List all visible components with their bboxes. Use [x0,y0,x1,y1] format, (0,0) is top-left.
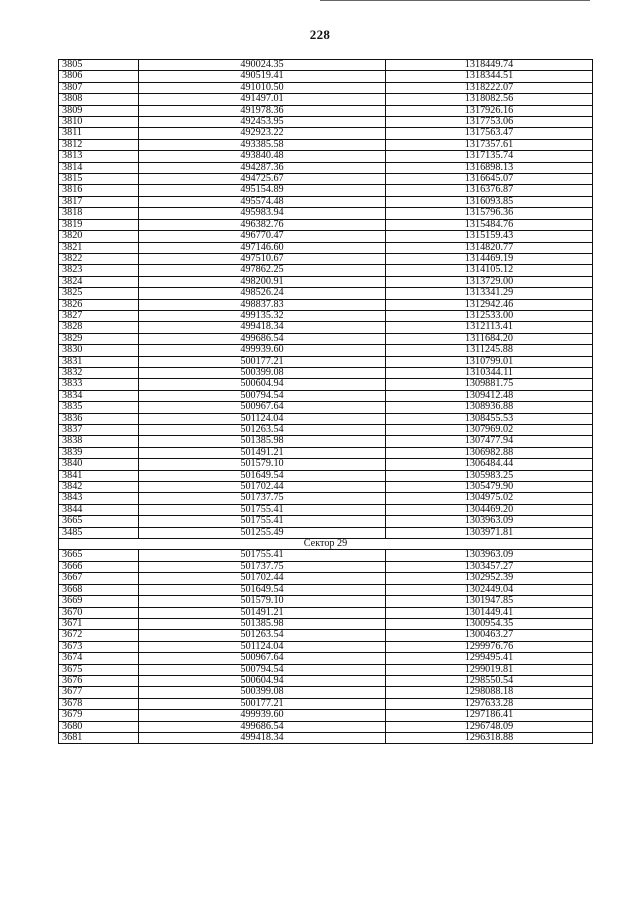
x-coordinate-cell: 498526.24 [139,288,386,299]
y-coordinate-cell: 1297186.41 [386,710,593,721]
point-number-cell: 3813 [59,151,139,162]
table-row [59,162,593,173]
point-number-cell: 3842 [59,482,139,493]
y-coordinate-cell: 1310344.11 [386,367,593,378]
table-row [59,447,593,458]
point-number-cell: 3835 [59,402,139,413]
point-number-cell: 3665 [59,516,139,527]
point-number-cell: 3810 [59,117,139,128]
point-number-cell: 3823 [59,265,139,276]
table-row [59,573,593,584]
x-coordinate-cell: 499686.54 [139,333,386,344]
point-number-cell: 3832 [59,367,139,378]
y-coordinate-cell: 1314820.77 [386,242,593,253]
x-coordinate-cell: 501755.41 [139,550,386,561]
table-row [59,721,593,732]
x-coordinate-cell: 501579.10 [139,459,386,470]
point-number-cell: 3811 [59,128,139,139]
x-coordinate-cell: 500604.94 [139,675,386,686]
y-coordinate-cell: 1301947.85 [386,596,593,607]
x-coordinate-cell: 497510.67 [139,253,386,264]
table-row [59,310,593,321]
point-number-cell: 3671 [59,618,139,629]
point-number-cell: 3807 [59,82,139,93]
x-coordinate-cell: 499418.34 [139,732,386,743]
point-number-cell: 3667 [59,573,139,584]
y-coordinate-cell: 1311245.88 [386,345,593,356]
point-number-cell: 3837 [59,425,139,436]
point-number-cell: 3808 [59,94,139,105]
y-coordinate-cell: 1318222.07 [386,82,593,93]
x-coordinate-cell: 499686.54 [139,721,386,732]
table-row [59,664,593,675]
table-row [59,299,593,310]
y-coordinate-cell: 1300954.35 [386,618,593,629]
point-number-cell: 3806 [59,71,139,82]
table-row [59,333,593,344]
sector-header-group [59,539,593,550]
x-coordinate-cell: 497862.25 [139,265,386,276]
x-coordinate-cell: 500794.54 [139,664,386,675]
point-number-cell: 3833 [59,379,139,390]
point-number-cell: 3831 [59,356,139,367]
y-coordinate-cell: 1306982.88 [386,447,593,458]
y-coordinate-cell: 1309881.75 [386,379,593,390]
y-coordinate-cell: 1315796.36 [386,208,593,219]
x-coordinate-cell: 500399.08 [139,687,386,698]
y-coordinate-cell: 1316093.85 [386,196,593,207]
x-coordinate-cell: 491010.50 [139,82,386,93]
point-number-cell: 3843 [59,493,139,504]
table-row [59,687,593,698]
y-coordinate-cell: 1312942.46 [386,299,593,310]
table-row [59,641,593,652]
point-number-cell: 3676 [59,675,139,686]
x-coordinate-cell: 500399.08 [139,367,386,378]
point-number-cell: 3819 [59,219,139,230]
table-row [59,436,593,447]
point-number-cell: 3678 [59,698,139,709]
table-row [59,151,593,162]
point-number-cell: 3666 [59,561,139,572]
x-coordinate-cell: 500967.64 [139,653,386,664]
y-coordinate-cell: 1298550.54 [386,675,593,686]
coordinate-table [58,59,593,744]
point-number-cell: 3816 [59,185,139,196]
x-coordinate-cell: 501737.75 [139,561,386,572]
point-number-cell: 3672 [59,630,139,641]
point-number-cell: 3836 [59,413,139,424]
coordinate-rows-before-sector [59,60,593,539]
x-coordinate-cell: 495574.48 [139,196,386,207]
x-coordinate-cell: 496382.76 [139,219,386,230]
y-coordinate-cell: 1318344.51 [386,71,593,82]
table-row [59,128,593,139]
x-coordinate-cell: 491497.01 [139,94,386,105]
point-number-cell: 3669 [59,596,139,607]
table-row [59,231,593,242]
x-coordinate-cell: 501649.54 [139,470,386,481]
sector-header-row [59,539,593,550]
table-row [59,390,593,401]
point-number-cell: 3668 [59,584,139,595]
x-coordinate-cell: 493385.58 [139,139,386,150]
table-row [59,653,593,664]
page-number: 228 [309,27,331,42]
table-row [59,584,593,595]
table-row [59,379,593,390]
point-number-cell: 3677 [59,687,139,698]
y-coordinate-cell: 1303963.09 [386,550,593,561]
x-coordinate-cell: 501649.54 [139,584,386,595]
x-coordinate-cell: 500177.21 [139,698,386,709]
table-row [59,174,593,185]
x-coordinate-cell: 501255.49 [139,527,386,538]
table-row [59,242,593,253]
point-number-cell: 3670 [59,607,139,618]
x-coordinate-cell: 501385.98 [139,436,386,447]
y-coordinate-cell: 1317926.16 [386,105,593,116]
point-number-cell: 3814 [59,162,139,173]
y-coordinate-cell: 1299495.41 [386,653,593,664]
table-row [59,710,593,721]
y-coordinate-cell: 1302952.39 [386,573,593,584]
table-row [59,561,593,572]
x-coordinate-cell: 493840.48 [139,151,386,162]
table-row [59,470,593,481]
point-number-cell: 3665 [59,550,139,561]
y-coordinate-cell: 1310799.01 [386,356,593,367]
x-coordinate-cell: 501755.41 [139,516,386,527]
y-coordinate-cell: 1305983.25 [386,470,593,481]
point-number-cell: 3809 [59,105,139,116]
point-number-cell: 3485 [59,527,139,538]
point-number-cell: 3840 [59,459,139,470]
y-coordinate-cell: 1316376.87 [386,185,593,196]
y-coordinate-cell: 1307477.94 [386,436,593,447]
x-coordinate-cell: 501491.21 [139,607,386,618]
x-coordinate-cell: 499939.60 [139,710,386,721]
y-coordinate-cell: 1308936.88 [386,402,593,413]
y-coordinate-cell: 1299976.76 [386,641,593,652]
point-number-cell: 3841 [59,470,139,481]
y-coordinate-cell: 1300463.27 [386,630,593,641]
x-coordinate-cell: 501702.44 [139,482,386,493]
x-coordinate-cell: 499135.32 [139,310,386,321]
table-row [59,276,593,287]
x-coordinate-cell: 501263.54 [139,630,386,641]
table-row [59,482,593,493]
table-row [59,425,593,436]
table-row [59,71,593,82]
y-coordinate-cell: 1302449.04 [386,584,593,595]
y-coordinate-cell: 1308455.53 [386,413,593,424]
coordinate-rows-sector-29 [59,550,593,744]
sector-label: Сектор 29 [59,539,593,550]
x-coordinate-cell: 495154.89 [139,185,386,196]
y-coordinate-cell: 1309412.48 [386,390,593,401]
y-coordinate-cell: 1314469.19 [386,253,593,264]
x-coordinate-cell: 500177.21 [139,356,386,367]
x-coordinate-cell: 498200.91 [139,276,386,287]
table-row [59,607,593,618]
y-coordinate-cell: 1303457.27 [386,561,593,572]
y-coordinate-cell: 1305479.90 [386,482,593,493]
x-coordinate-cell: 501124.04 [139,641,386,652]
table-row [59,550,593,561]
y-coordinate-cell: 1296318.88 [386,732,593,743]
scan-edge-line [320,0,590,1]
point-number-cell: 3838 [59,436,139,447]
point-number-cell: 3680 [59,721,139,732]
y-coordinate-cell: 1316898.13 [386,162,593,173]
point-number-cell: 3681 [59,732,139,743]
table-row [59,459,593,470]
y-coordinate-cell: 1315159.43 [386,231,593,242]
x-coordinate-cell: 501737.75 [139,493,386,504]
table-row [59,208,593,219]
point-number-cell: 3679 [59,710,139,721]
point-number-cell: 3820 [59,231,139,242]
x-coordinate-cell: 494287.36 [139,162,386,173]
y-coordinate-cell: 1298088.18 [386,687,593,698]
point-number-cell: 3812 [59,139,139,150]
x-coordinate-cell: 492453.95 [139,117,386,128]
x-coordinate-cell: 499939.60 [139,345,386,356]
table-row [59,527,593,538]
table-row [59,367,593,378]
y-coordinate-cell: 1317135.74 [386,151,593,162]
y-coordinate-cell: 1296748.09 [386,721,593,732]
table-row [59,196,593,207]
y-coordinate-cell: 1317753.06 [386,117,593,128]
x-coordinate-cell: 501579.10 [139,596,386,607]
y-coordinate-cell: 1312113.41 [386,322,593,333]
x-coordinate-cell: 492923.22 [139,128,386,139]
point-number-cell: 3829 [59,333,139,344]
x-coordinate-cell: 501385.98 [139,618,386,629]
table-row [59,413,593,424]
x-coordinate-cell: 496770.47 [139,231,386,242]
x-coordinate-cell: 494725.67 [139,174,386,185]
point-number-cell: 3827 [59,310,139,321]
table-row [59,618,593,629]
y-coordinate-cell: 1297633.28 [386,698,593,709]
point-number-cell: 3821 [59,242,139,253]
point-number-cell: 3817 [59,196,139,207]
table-row [59,219,593,230]
table-row [59,356,593,367]
table-row [59,60,593,71]
table-row [59,596,593,607]
point-number-cell: 3815 [59,174,139,185]
x-coordinate-cell: 501263.54 [139,425,386,436]
table-row [59,253,593,264]
point-number-cell: 3824 [59,276,139,287]
point-number-cell: 3826 [59,299,139,310]
point-number-cell: 3825 [59,288,139,299]
table-row [59,265,593,276]
x-coordinate-cell: 490519.41 [139,71,386,82]
y-coordinate-cell: 1306484.44 [386,459,593,470]
y-coordinate-cell: 1317357.61 [386,139,593,150]
x-coordinate-cell: 500967.64 [139,402,386,413]
x-coordinate-cell: 499418.34 [139,322,386,333]
point-number-cell: 3673 [59,641,139,652]
table-row [59,493,593,504]
table-row [59,117,593,128]
point-number-cell: 3675 [59,664,139,675]
y-coordinate-cell: 1318082.56 [386,94,593,105]
point-number-cell: 3844 [59,504,139,515]
y-coordinate-cell: 1303971.81 [386,527,593,538]
y-coordinate-cell: 1318449.74 [386,60,593,71]
table-row [59,630,593,641]
x-coordinate-cell: 497146.60 [139,242,386,253]
point-number-cell: 3834 [59,390,139,401]
point-number-cell: 3839 [59,447,139,458]
y-coordinate-cell: 1307969.02 [386,425,593,436]
x-coordinate-cell: 500604.94 [139,379,386,390]
x-coordinate-cell: 501702.44 [139,573,386,584]
table-row [59,698,593,709]
y-coordinate-cell: 1312533.00 [386,310,593,321]
y-coordinate-cell: 1313341.29 [386,288,593,299]
point-number-cell: 3828 [59,322,139,333]
table-row [59,105,593,116]
y-coordinate-cell: 1299019.81 [386,664,593,675]
table-row [59,288,593,299]
table-row [59,94,593,105]
point-number-cell: 3818 [59,208,139,219]
x-coordinate-cell: 501491.21 [139,447,386,458]
x-coordinate-cell: 500794.54 [139,390,386,401]
y-coordinate-cell: 1301449.41 [386,607,593,618]
x-coordinate-cell: 495983.94 [139,208,386,219]
y-coordinate-cell: 1303963.09 [386,516,593,527]
y-coordinate-cell: 1304975.02 [386,493,593,504]
table-row [59,139,593,150]
point-number-cell: 3830 [59,345,139,356]
y-coordinate-cell: 1313729.00 [386,276,593,287]
x-coordinate-cell: 501755.41 [139,504,386,515]
table-row [59,402,593,413]
x-coordinate-cell: 501124.04 [139,413,386,424]
table-row [59,322,593,333]
y-coordinate-cell: 1314105.12 [386,265,593,276]
point-number-cell: 3674 [59,653,139,664]
table-row [59,732,593,743]
y-coordinate-cell: 1316645.07 [386,174,593,185]
y-coordinate-cell: 1311684.20 [386,333,593,344]
x-coordinate-cell: 491978.36 [139,105,386,116]
y-coordinate-cell: 1315484.76 [386,219,593,230]
table-row [59,504,593,515]
table-row [59,675,593,686]
point-number-cell: 3822 [59,253,139,264]
table-row [59,516,593,527]
x-coordinate-cell: 498837.83 [139,299,386,310]
y-coordinate-cell: 1317563.47 [386,128,593,139]
x-coordinate-cell: 490024.35 [139,60,386,71]
table-row [59,345,593,356]
point-number-cell: 3805 [59,60,139,71]
table-row [59,185,593,196]
y-coordinate-cell: 1304469.20 [386,504,593,515]
table-row [59,82,593,93]
